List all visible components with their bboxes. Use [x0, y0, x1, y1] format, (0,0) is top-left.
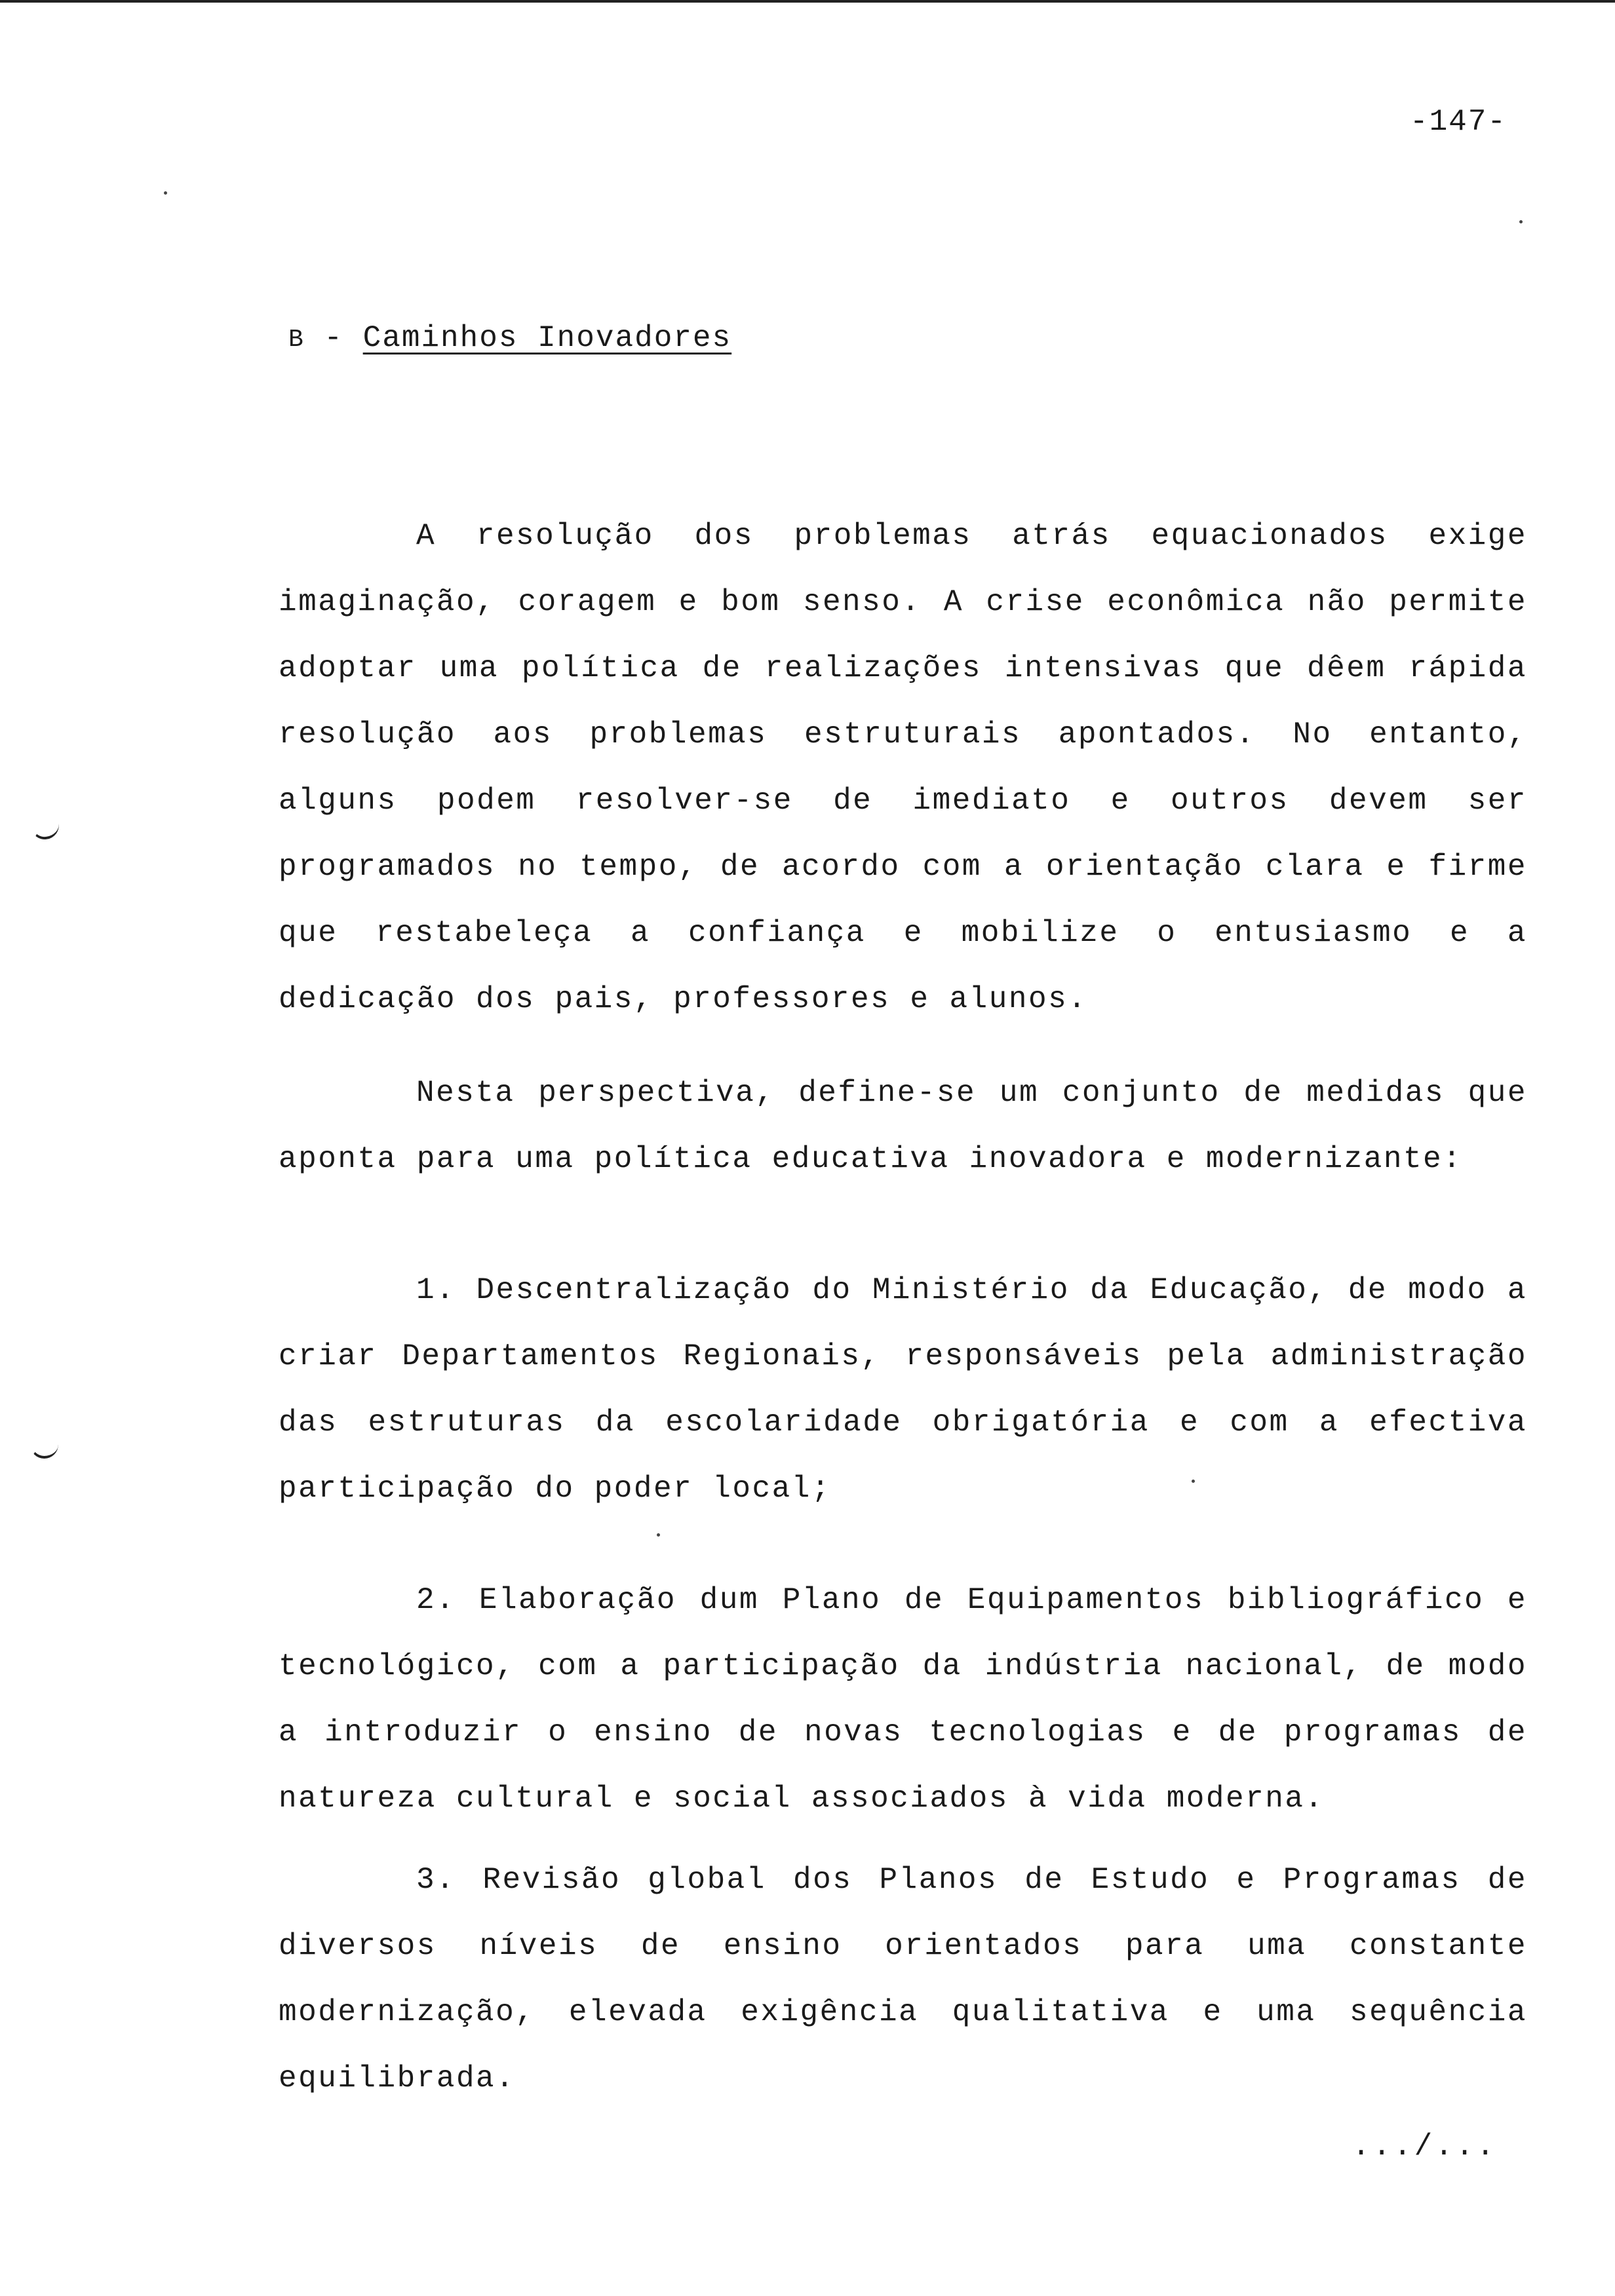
paragraph-text: Nesta perspectiva, define-se um conjunto de medidas que aponta para uma política educativa inovadora e modernizante: — [279, 1076, 1527, 1176]
paragraph-intro — [279, 503, 1527, 1033]
section-title: Caminhos Inovadores — [362, 321, 732, 355]
scan-speck — [1192, 1480, 1195, 1483]
scan-speck — [164, 191, 167, 195]
measure-text: 2. Elaboração dum Plano de Equipamentos bibliográfico e tecnológico, com a participação da indústria nacional, de modo a introduzir o ensino de novas tecnologias e de programas de natureza cultural e social associados à vida moderna. — [279, 1583, 1527, 1816]
margin-check-mark — [30, 820, 60, 841]
measure-item-1 — [279, 1257, 1527, 1522]
page-number: -147- — [1409, 105, 1507, 139]
paragraph-text: A resolução dos problemas atrás equacionados exige imaginação, coragem e bom senso. A crise econômica não permite adoptar uma política de realizações intensivas que dêem rápida resolução aos problemas estruturais apontados. No entanto, alguns podem resolver-se de imediato e outros devem ser programados no tempo, de acordo com a orientação clara e firme que restabeleça a confiança e mobilize o entusiasmo e a dedicação dos pais, professores e alunos. — [279, 519, 1527, 1016]
section-heading — [288, 321, 731, 355]
section-separator: - — [324, 321, 344, 355]
scan-speck — [1519, 220, 1523, 223]
paragraph-perspective — [279, 1060, 1527, 1193]
margin-check-mark — [30, 1442, 58, 1459]
top-border — [0, 0, 1615, 3]
measure-item-3 — [279, 1847, 1527, 2112]
continuation-mark: .../... — [1352, 2130, 1497, 2164]
scan-speck — [657, 1533, 660, 1537]
measure-text: 1. Descentralização do Ministério da Educação, de modo a criar Departamentos Regionais, responsáveis pela administração das estruturas da escolaridade obrigatória e com a efectiva participação do poder local; — [279, 1273, 1527, 1506]
measure-item-2 — [279, 1567, 1527, 1832]
section-marker: B — [288, 326, 305, 354]
measure-text: 3. Revisão global dos Planos de Estudo e Programas de diversos níveis de ensino orientados para uma constante modernização, elevada exigência qualitativa e uma sequência equilibrada. — [279, 1863, 1527, 2095]
